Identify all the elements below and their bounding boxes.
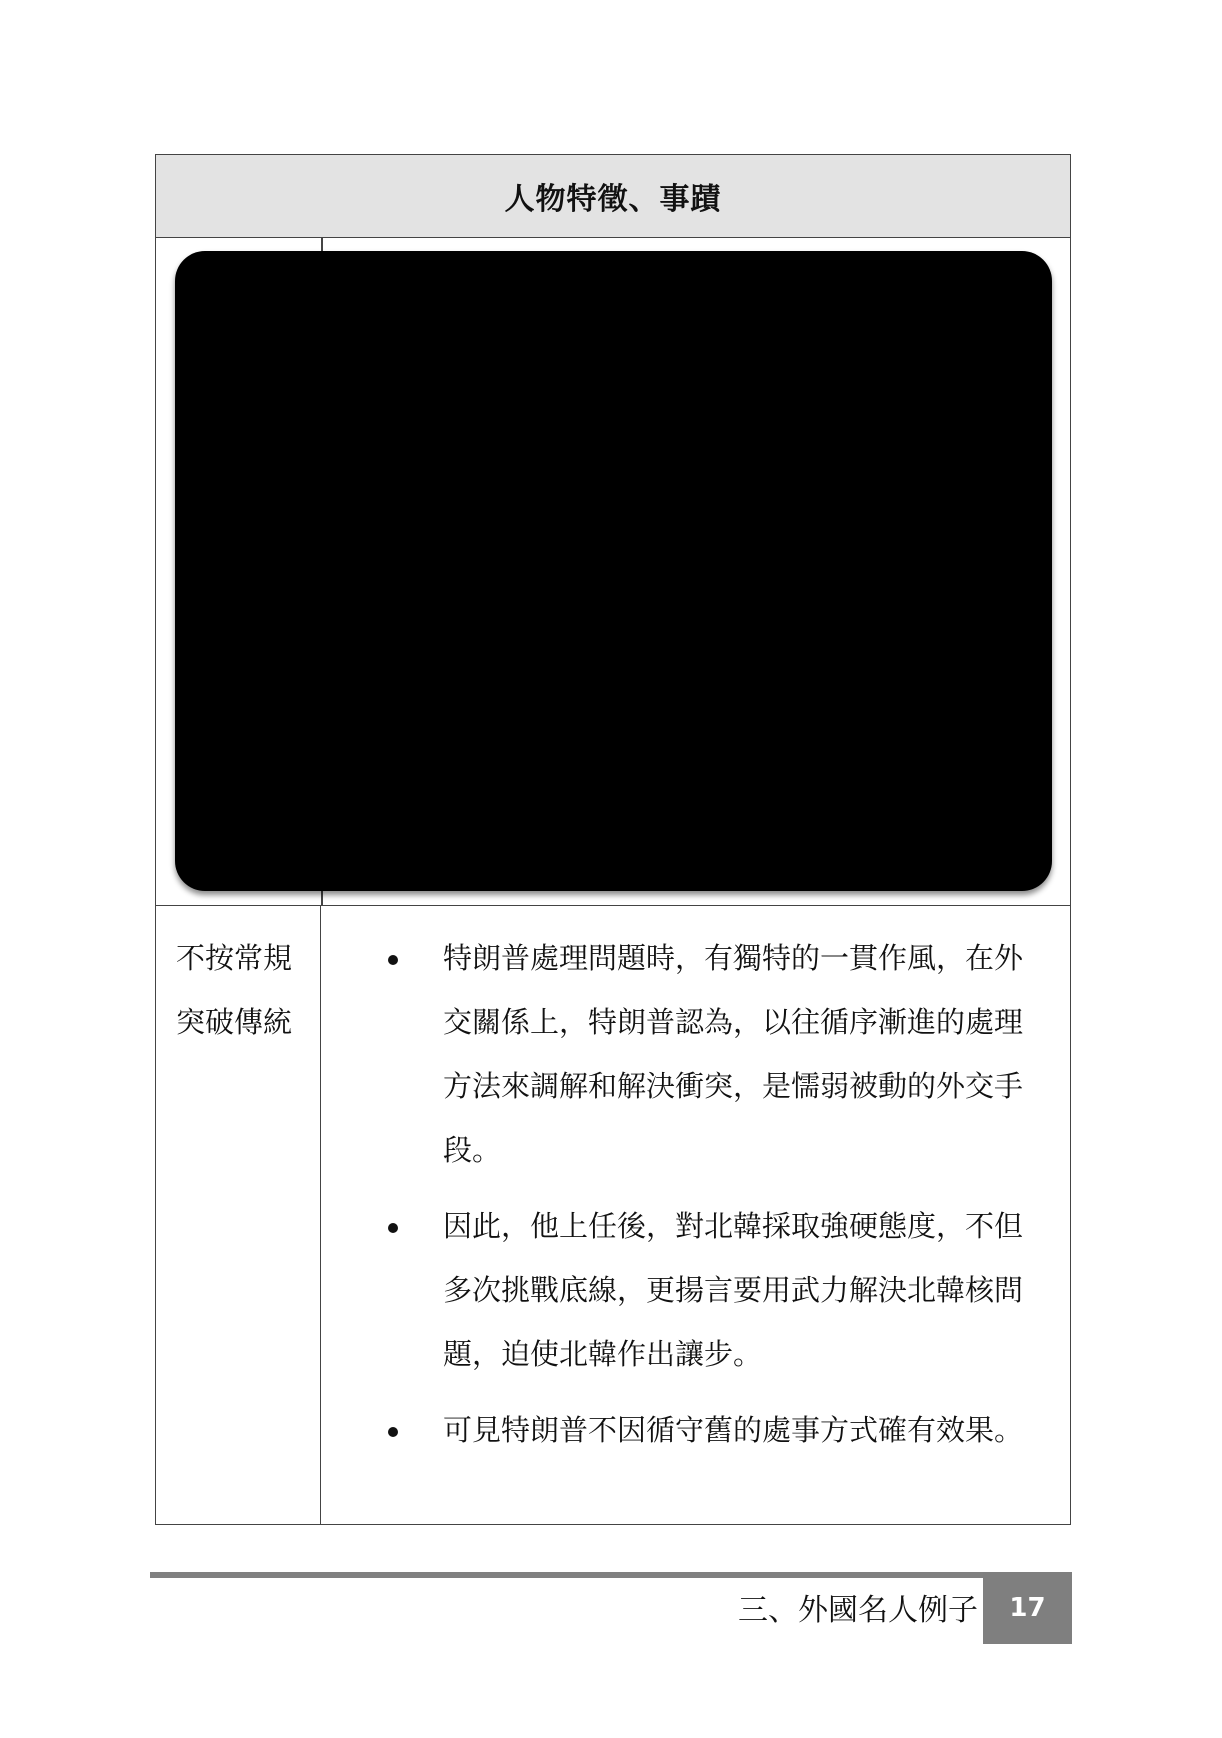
bullet-item <box>321 926 1026 1182</box>
traits-table <box>155 154 1071 1525</box>
footer-rule <box>150 1572 1072 1578</box>
trait-label-line: 突破傳統 <box>176 1005 293 1039</box>
footer-section-title: 三、外國名人例子 <box>738 1593 978 1628</box>
redacted-photo <box>175 251 1052 891</box>
bullet-list <box>321 926 1026 1462</box>
trait-label <box>156 906 321 1524</box>
bullet-dot-icon <box>388 1427 398 1437</box>
image-row <box>156 238 1070 906</box>
trait-label-line: 不按常規 <box>176 941 293 975</box>
bullet-item <box>321 1194 1026 1386</box>
trait-row <box>156 906 1070 1524</box>
bullet-text: 特朗普處理問題時，有獨特的一貫作風，在外交關係上，特朗普認為，以往循序漸進的處理方法來調解和解決衝突，是懦弱被動的外交手段。 <box>443 941 1024 1167</box>
page-number: 17 <box>983 1572 1072 1644</box>
bullet-text: 可見特朗普不因循守舊的處事方式確有效果。 <box>443 1413 1024 1447</box>
table-header-title: 人物特徵、事蹟 <box>504 182 722 217</box>
bullet-dot-icon <box>388 1223 398 1233</box>
bullet-dot-icon <box>388 955 398 965</box>
table-header <box>156 155 1070 238</box>
bullet-text: 因此，他上任後，對北韓採取強硬態度，不但多次挑戰底線，更揚言要用武力解決北韓核問題，迫使北韓作出讓步。 <box>443 1209 1024 1371</box>
bullet-item <box>321 1398 1026 1462</box>
trait-description <box>321 906 1070 1524</box>
